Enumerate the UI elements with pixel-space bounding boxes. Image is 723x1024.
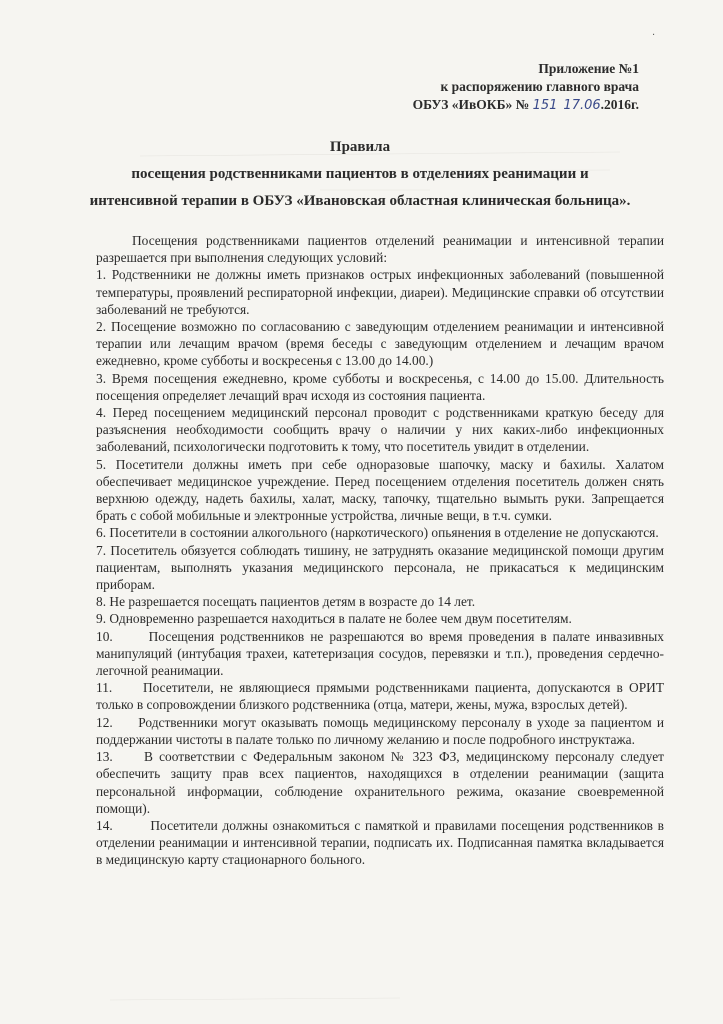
rule-item: 13. В соответствии с Федеральным законом № 323 ФЗ, медицинскому персоналу следует обеспечить защиту прав всех пациентов, находящихся в отделении реанимации (защита персональной информации, соблюдение охранительного режима, оказание своевременной помощи). (96, 749, 664, 816)
rule-item: 2. Посещение возможно по согласованию с заведующим отделением реанимации и интенсивной терапии или лечащим врачом (время беседы с заведующим отделением и лечащим врачом ежедневно, кроме субботы и воскресенья с 13.00 до 14.00.) (96, 319, 664, 369)
rule-item: 7. Посетитель обязуется соблюдать тишину, не затруднять оказание медицинской помощи другим пациентам, выполнять указания медицинского персонала, не прикасаться к медицинским приборам. (96, 542, 664, 593)
rule-item: 1. Родственники не должны иметь признаков острых инфекционных заболеваний (повышенной температуры, проявлений респираторной инфекции, диареи). Медицинские справки об отсутствии заболеваний не требуются. (96, 267, 664, 317)
title-line-2: посещения родственниками пациентов в отделениях реанимации и (131, 166, 589, 182)
document-body (96, 232, 664, 869)
title-line-3: интенсивной терапии в ОБУЗ «Ивановская областная клиническая больница». (89, 193, 631, 209)
rule-item: 10. Посещения родственников не разрешаются во время проведения в палате инвазивных манипуляций (интубация трахеи, катетеризация сосудов, перевязки и т.п.), проведения сердечно-легочной реанимации. (96, 628, 664, 679)
rule-item: 6. Посетители в состоянии алкогольного (наркотического) опьянения в отделение не допускаются. (96, 525, 659, 541)
title-line-1: Правила (329, 139, 391, 155)
appendix-order-line (413, 96, 639, 115)
scan-dot-mark: · (652, 30, 656, 41)
rule-item: 11. Посетители, не являющиеся прямыми родственниками пациента, допускаются в ОРИТ только в сопровождении близкого родственника (отца, матери, жены, мужа, взрослых детей). (96, 680, 664, 713)
rule-item: 9. Одновременно разрешается находиться в палате не более чем двум посетителям. (96, 611, 572, 627)
order-date-handwritten: 17.06 (563, 98, 601, 113)
rule-item: 14. Посетители должны ознакомиться с памяткой и правилами посещения родственников в отделении реанимации и интенсивной терапии, подписать их. Подписанная памятка вкладывается в медицинскую карту стационарного больного. (96, 817, 665, 868)
rule-item: 12. Родственники могут оказывать помощь медицинскому персоналу в уходе за пациентом и поддержании чистоты в палате только по личному желанию и после подробного инструктажа. (96, 714, 664, 747)
appendix-header (413, 60, 639, 115)
appendix-number: Приложение №1 (538, 61, 639, 76)
rule-item: 8. Не разрешается посещать пациентов детям в возрасте до 14 лет. (96, 594, 476, 610)
appendix-order-ref: к распоряжению главного врача (440, 79, 639, 94)
intro-paragraph: Посещения родственниками пациентов отделений реанимации и интенсивной терапии разрешается при выполнения следующих условий: (96, 233, 664, 266)
order-prefix: ОБУЗ «ИвОКБ» № (412, 97, 533, 112)
document-title (60, 134, 660, 215)
order-number-handwritten: 151 (532, 98, 558, 113)
rule-item: 3. Время посещения ежедневно, кроме субботы и воскресенья, с 14.00 до 15.00. Длительность посещения определяет лечащий врач исходя из состояния пациента. (96, 370, 664, 403)
rule-item: 4. Перед посещением медицинский персонал проводит с родственниками краткую беседу для разъяснения необходимости сообщить врачу о наличии у них каких-либо инфекционных заболеваний, психологически подготовить к тому, что посетитель увидит в отделении. (96, 405, 664, 455)
rule-item: 5. Посетители должны иметь при себе одноразовые шапочку, маску и бахилы. Халатом обеспечивает медицинское учреждение. Перед посещением отделения посетитель должен снять верхнюю одежду, надеть бахилы, халат, маску, тапочку, тщательно вымыть руки. Запрещается брать с собой мобильные и электронные устройства, личные вещи, в т.ч. сумки. (96, 456, 664, 524)
order-year: .2016г. (600, 97, 639, 112)
